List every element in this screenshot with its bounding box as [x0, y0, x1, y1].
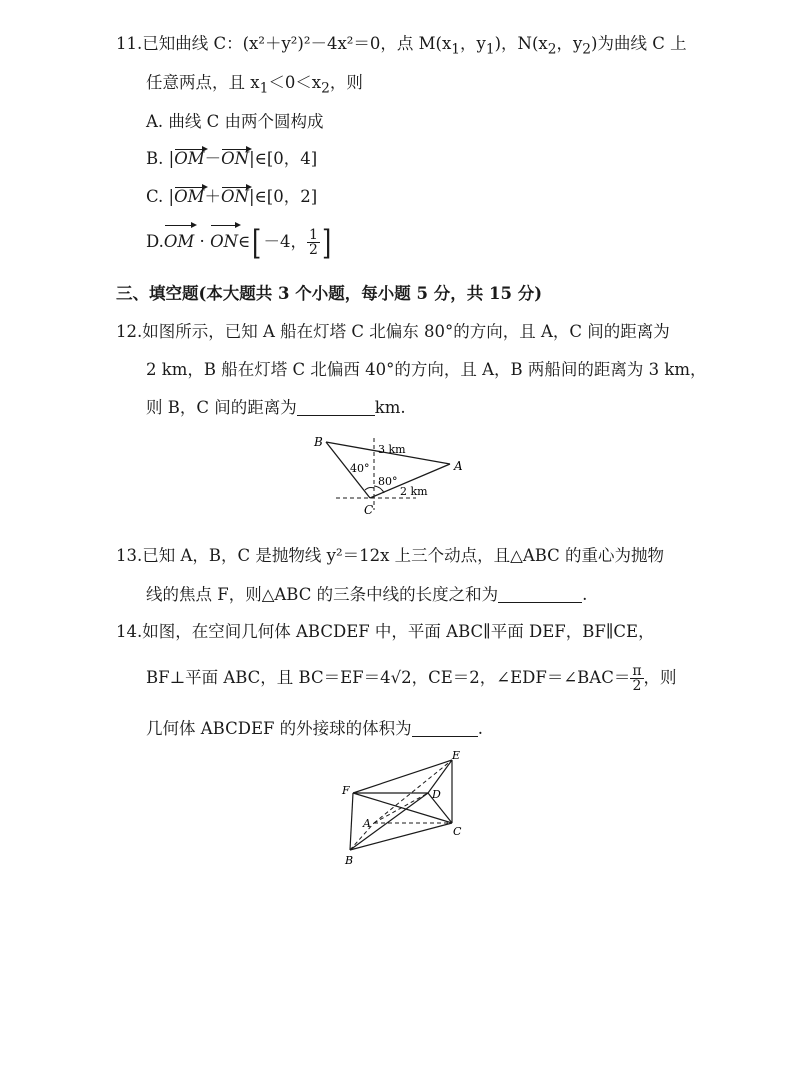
point-label-e: E — [452, 749, 461, 762]
vector-on: ON — [221, 149, 250, 168]
vector-om: OM — [174, 149, 205, 168]
answer-blank-14 — [412, 720, 478, 737]
q12-line1: 12.如图所示，已知 A 船在灯塔 C 北偏东 80°的方向，且 A，C 间的距离为 — [116, 322, 670, 341]
point-label-f: F — [342, 784, 350, 797]
q11-option-d: D.OM · ON∈[ －4， $\frac{1}{2}$ ] — [146, 222, 332, 263]
q14-number: 14. — [116, 622, 143, 641]
q11-option-b: B. |OM－ON|∈[0，4] — [146, 149, 318, 168]
q13-line1: 13.已知 A，B，C 是抛物线 y²＝12x 上三个动点，且△ABC 的重心为抛物 — [116, 546, 665, 565]
point-label-b: B — [345, 854, 354, 867]
q14-figure — [330, 748, 480, 870]
answer-blank-13 — [498, 586, 582, 603]
q11-option-c: C. |OM＋ON|∈[0，2] — [146, 187, 318, 206]
angle-40-arc — [365, 488, 374, 490]
q11-line1: 11.已知曲线 C：(x²＋y²)²－4x²＝0，点 $M(x_1$，$y_1$)，$N(x_2$，$y_2$)为曲线 C 上 — [116, 34, 687, 58]
point-label-d: D — [432, 788, 441, 801]
point-label-c: C — [453, 825, 462, 838]
vector-om: OM — [164, 224, 194, 260]
point-label-b: B — [314, 435, 323, 449]
edge-ad — [374, 793, 428, 823]
q13-line2: 线的焦点 F，则△ABC 的三条中线的长度之和为 . — [146, 585, 588, 604]
point-label-a: A — [454, 459, 463, 473]
fraction-one-half: $\frac{1}{2}$ — [309, 227, 318, 258]
fraction-pi-half: $\frac{\pi}{2}$ — [632, 663, 642, 694]
edge-bf — [350, 793, 353, 850]
point-label-c: C — [364, 503, 374, 517]
q12-line3: 则 B，C 间的距离为 km. — [146, 398, 406, 417]
q11-line2: 任意两点，且 $x_1<0<x_2$，则 — [146, 73, 363, 97]
q14-line1: 14.如图，在空间几何体 ABCDEF 中，平面 ABC∥平面 DEF，BF∥CE， — [116, 622, 655, 641]
vector-on: ON — [221, 187, 249, 206]
vector-on: ON — [210, 224, 238, 260]
section-3-title: 三、填空题(本大题共 3 个小题，每小题 5 分，共 15 分) — [116, 284, 543, 303]
q14-line3: 几何体 ABCDEF 的外接球的体积为 . — [146, 719, 483, 738]
q12-line2: 2 km，B 船在灯塔 C 北偏西 40°的方向，且 A，B 两船间的距离为 3 km， — [146, 360, 707, 379]
angle-label-80: 80° — [378, 475, 398, 488]
distance-label-ac: 2 km — [400, 485, 428, 498]
distance-label-ab: 3 km — [378, 443, 406, 456]
q11-number: 11. — [116, 34, 143, 53]
q12-number: 12. — [116, 322, 143, 341]
answer-blank-12 — [297, 399, 375, 416]
edge-bd — [350, 793, 428, 850]
q14-line2: BF⊥平面 ABC，且 BC＝EF＝4√2，CE＝2，∠EDF＝∠BAC＝ $\frac{\pi}{2}$ ，则 — [146, 663, 677, 694]
vector-om: OM — [174, 187, 205, 206]
q11-option-a: A. 曲线 C 由两个圆构成 — [146, 112, 324, 131]
q12-figure — [300, 430, 480, 522]
q13-number: 13. — [116, 546, 143, 565]
point-label-a: A — [363, 817, 371, 830]
angle-label-40: 40° — [350, 462, 370, 475]
